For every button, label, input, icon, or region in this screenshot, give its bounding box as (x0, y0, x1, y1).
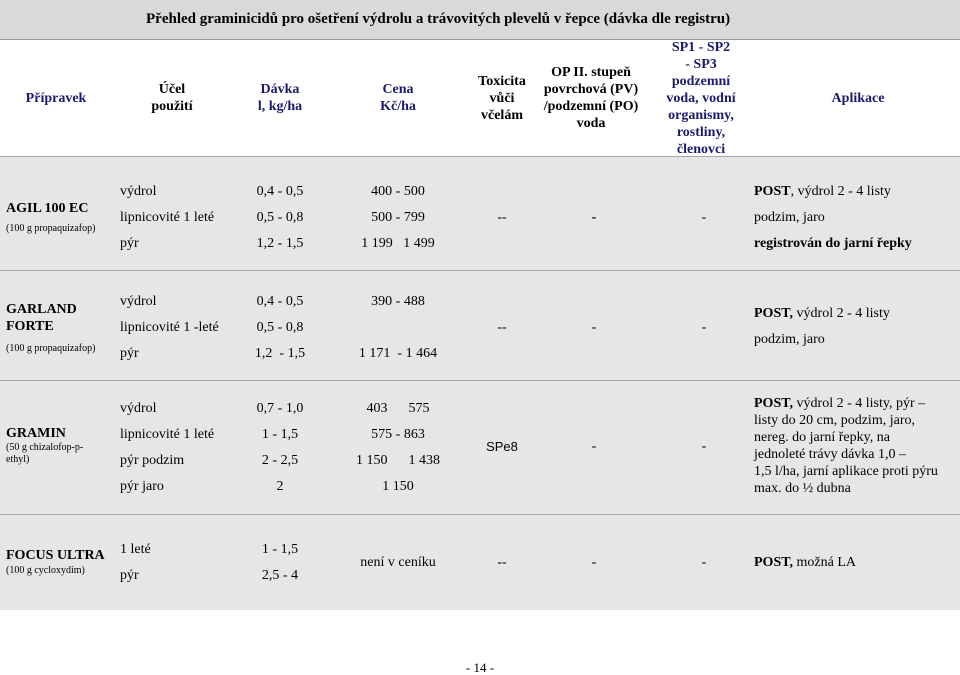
table-row (0, 514, 960, 610)
row-purpose: pýr (120, 236, 139, 251)
row-dose: 0,5 - 0,8 (256, 210, 304, 225)
row-application: POST, výdrol 2 - 4 listy (754, 306, 890, 321)
row-toxicity: SPe8 (486, 439, 518, 454)
row-purpose: výdrol (120, 401, 157, 416)
row-dose: 1,2 - 1,5 (254, 346, 306, 361)
row-purpose: lipnicovité 1 leté (120, 210, 215, 225)
row-substance: (50 g chizalofop-p-ethyl) (6, 442, 84, 465)
row-sp: - (701, 320, 707, 335)
row-price: 1 171 - 1 464 (358, 346, 438, 361)
header-toxicity: Toxicita vůči včelám (478, 73, 526, 123)
header-op: OP II. stupeň povrchová (PV) /podzemní (PO) voda (543, 65, 639, 131)
row-dose: 0,7 - 1,0 (256, 401, 304, 416)
row-dose: 0,4 - 0,5 (256, 184, 304, 199)
row-dose: 1 - 1,5 (261, 542, 299, 557)
table-title: Přehled graminicidů pro ošetření výdrolu a trávovitých plevelů v řepce (dávka dle registru) (0, 0, 960, 40)
row-purpose: 1 leté (120, 542, 151, 557)
row-purpose: lipnicovité 1 leté (120, 427, 215, 442)
row-dose: 1,2 - 1,5 (256, 236, 304, 251)
header-sp: SP1 - SP2 - SP3 podzemní voda, vodní organismy, rostliny, členovci (666, 39, 736, 157)
header-application: Aplikace (831, 90, 885, 106)
row-dose: 2,5 - 4 (261, 568, 299, 583)
row-purpose: výdrol (120, 294, 157, 309)
row-dose: 2 - 2,5 (261, 453, 299, 468)
row-purpose: pýr jaro (120, 479, 164, 494)
row-dose: 1 - 1,5 (261, 427, 299, 442)
row-dose: 2 (276, 479, 284, 494)
row-toxicity: -- (497, 555, 507, 570)
row-substance: (100 g propaquizafop) (6, 343, 96, 354)
row-name: AGIL 100 EC (6, 201, 89, 216)
row-dose: 0,4 - 0,5 (256, 294, 304, 309)
header-price: Cena Kč/ha (380, 82, 416, 114)
row-application: POST, výdrol 2 - 4 listy (754, 184, 891, 199)
row-sp: - (701, 210, 707, 225)
row-price: 1 150 1 438 (356, 453, 440, 468)
page-number: - 14 - (465, 660, 495, 675)
row-op: - (591, 210, 597, 225)
row-price: 500 - 799 (371, 210, 425, 225)
row-name: FOCUS ULTRA (6, 548, 105, 563)
row-purpose: pýr (120, 346, 139, 361)
row-application: podzim, jaro (754, 332, 825, 347)
row-application: POST, výdrol 2 - 4 listy, pýr – listy do 20 cm, podzim, jaro, nereg. do jarní řepky, na jednoleté trávy dávka 1,0 – 1,5 l/ha, jarní aplikace proti pýru max. do ½ dubna (754, 396, 938, 496)
row-op: - (591, 320, 597, 335)
row-price: není v ceníku (360, 555, 436, 570)
row-application: registrován do jarní řepky (754, 236, 912, 251)
row-application: podzim, jaro (754, 210, 825, 225)
row-dose: 0,5 - 0,8 (256, 320, 304, 335)
row-purpose: pýr (120, 568, 139, 583)
header-purpose: Účel použití (151, 82, 193, 114)
table-row (0, 156, 960, 270)
row-price: 575 - 863 (371, 427, 425, 442)
row-purpose: lipnicovité 1 -leté (120, 320, 219, 335)
header-preparation: Přípravek (25, 90, 87, 106)
row-sp: - (701, 555, 707, 570)
row-name: GRAMIN (6, 426, 66, 441)
row-purpose: výdrol (120, 184, 157, 199)
row-price: 403 575 (366, 401, 430, 416)
row-price: 1 199 1 499 (361, 236, 435, 251)
row-name: GARLAND FORTE (6, 302, 77, 334)
row-price: 400 - 500 (371, 184, 425, 199)
row-toxicity: -- (497, 210, 507, 225)
row-substance: (100 g propaquizafop) (6, 223, 96, 234)
row-op: - (591, 439, 597, 454)
table-row (0, 380, 960, 514)
row-toxicity: -- (497, 320, 507, 335)
row-application: POST, možná LA (754, 555, 857, 570)
row-purpose: pýr podzim (120, 453, 185, 468)
row-substance: (100 g cycloxydim) (6, 565, 85, 576)
header-dose: Dávka l, kg/ha (257, 82, 303, 114)
row-op: - (591, 555, 597, 570)
row-price: 390 - 488 (371, 294, 425, 309)
row-sp: - (701, 439, 707, 454)
table-header (0, 40, 960, 156)
row-price: 1 150 (382, 479, 414, 494)
table-row (0, 270, 960, 380)
